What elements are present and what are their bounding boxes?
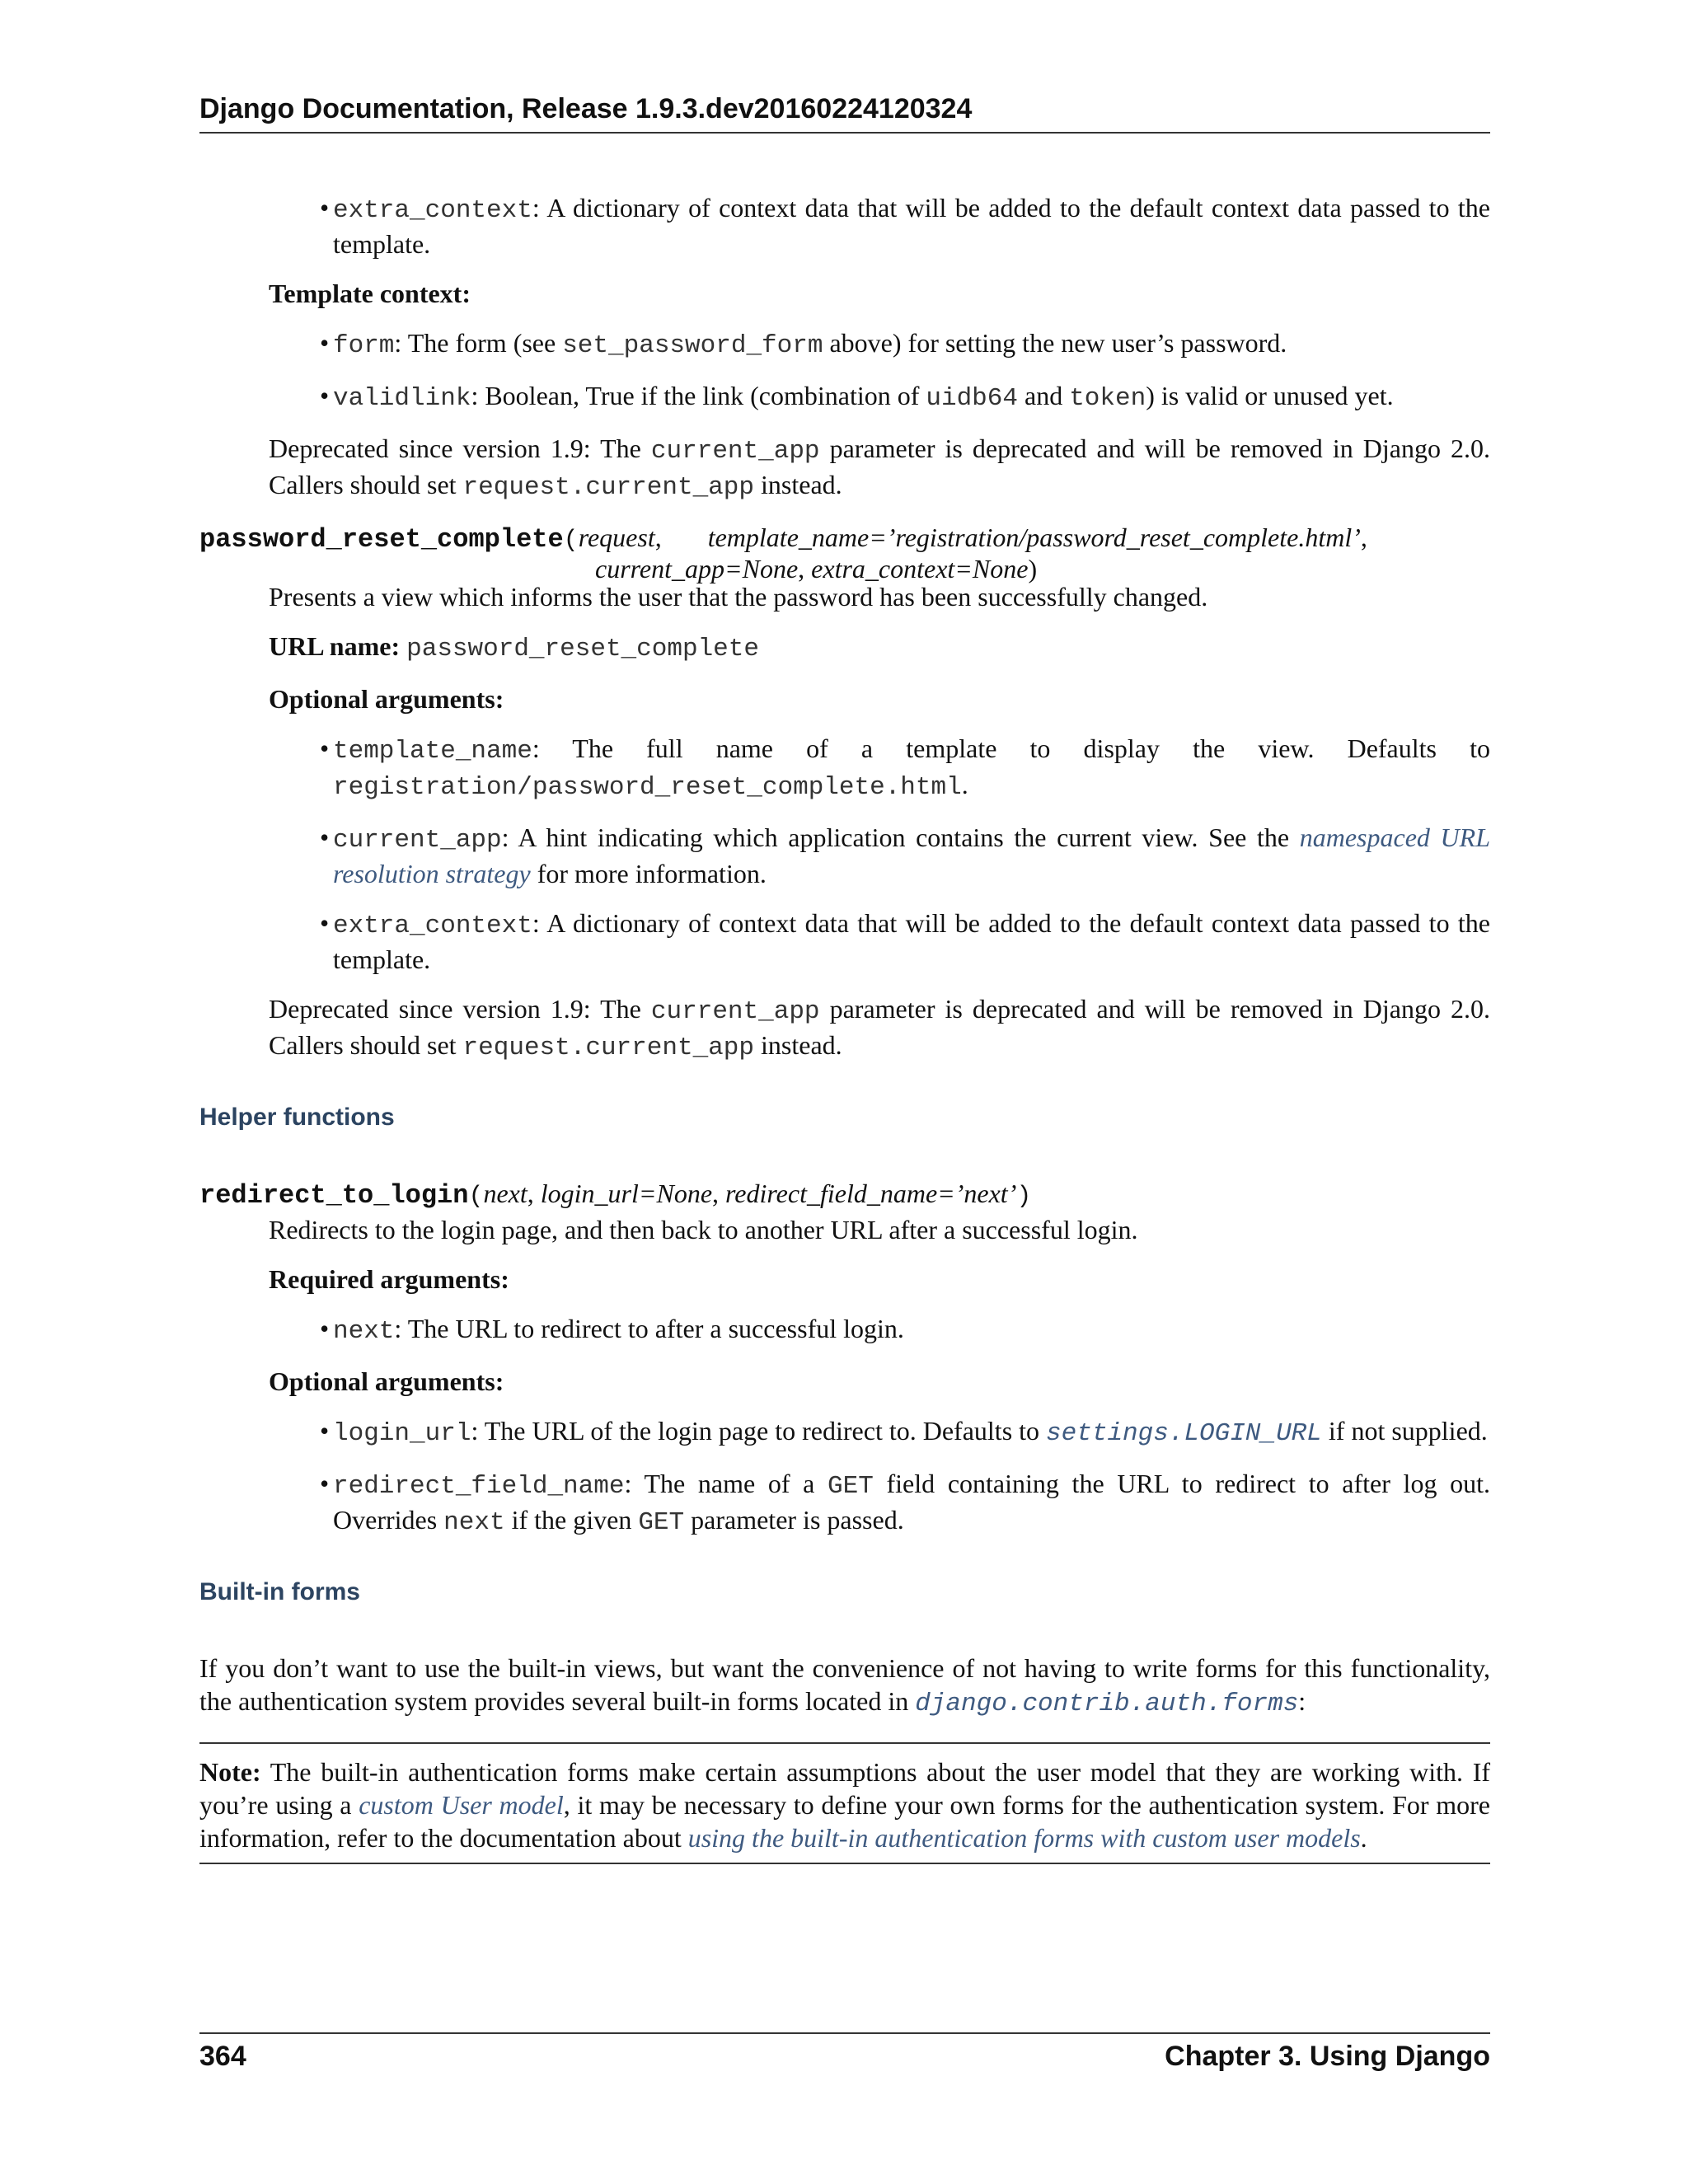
bullet: •: [320, 1314, 330, 1343]
list-item: [320, 191, 1490, 260]
namespaced-url-link[interactable]: namespaced URL resolution strategy: [333, 823, 1491, 888]
param-code: login_url: [333, 1419, 471, 1448]
paren-open: (: [563, 527, 579, 555]
paren-close: ): [1016, 1183, 1032, 1211]
note-box: [199, 1742, 1490, 1864]
bullet: •: [320, 381, 330, 410]
comma: ,: [527, 1179, 541, 1208]
list-item: [320, 732, 1490, 804]
function-signature: [199, 1177, 1490, 1213]
arg: template_name=’registration/password_reset_complete.html’: [707, 523, 1361, 552]
param-code: validlink: [333, 384, 471, 413]
forms-text: If you don’t want to use the built-in views, but want the convenience of not having to write forms for this functionality, the authentication system provides several built-in forms located in: [199, 1653, 1490, 1716]
bullet: •: [320, 733, 330, 763]
list-item: [320, 1312, 1490, 1348]
comma: ,: [798, 554, 812, 583]
inline-code: current_app: [650, 997, 820, 1026]
inline-code: set_password_form: [562, 331, 823, 360]
url-name-code: password_reset_complete: [406, 635, 759, 663]
forms-text: :: [1298, 1686, 1306, 1716]
document-title: Django Documentation, Release 1.9.3.dev20160224120324: [199, 93, 973, 124]
template-context-label: Template context:: [269, 279, 471, 308]
param-desc: : The URL of the login page to redirect to. Defaults to: [471, 1416, 1047, 1446]
param-desc: : A dictionary of context data that will be added to the default context data passed to the template.: [333, 908, 1490, 974]
param-code: extra_context: [333, 196, 532, 225]
list-item: [320, 1414, 1490, 1451]
list-item: [320, 907, 1490, 976]
arg: next: [483, 1179, 528, 1208]
note-label: Note:: [199, 1757, 261, 1787]
bullet: •: [320, 1469, 330, 1498]
bullet: •: [320, 908, 330, 938]
url-name-label: URL name:: [269, 631, 401, 661]
list-item: [320, 379, 1490, 415]
param-desc: if the given: [504, 1505, 639, 1535]
chapter-title: Chapter 3. Using Django: [1165, 2041, 1490, 2072]
deprecation-text: parameter is deprecated and will be removed in Django 2.0. Callers should set: [269, 434, 1491, 499]
deprecation-note: [269, 432, 1490, 504]
custom-user-model-link[interactable]: custom User model: [359, 1790, 564, 1820]
deprecation-note: [269, 992, 1490, 1065]
header-rule: [199, 132, 1490, 134]
param-desc: if not supplied.: [1321, 1416, 1488, 1446]
param-desc: and: [1018, 381, 1070, 410]
paren-open: (: [468, 1183, 484, 1211]
inline-code: request.current_app: [462, 1033, 754, 1062]
arg: request: [578, 523, 655, 552]
deprecation-text: Deprecated since version 1.9: The: [269, 434, 651, 463]
inline-code: GET: [828, 1472, 874, 1501]
deprecation-text: parameter is deprecated and will be removed in Django 2.0. Callers should set: [269, 994, 1491, 1060]
section-heading-helper-functions: Helper functions: [199, 1104, 395, 1131]
auth-forms-link[interactable]: django.contrib.auth.forms: [915, 1690, 1299, 1718]
param-code: redirect_field_name: [333, 1472, 625, 1501]
inline-code: request.current_app: [462, 473, 754, 502]
forms-paragraph: [199, 1652, 1490, 1721]
bullet: •: [320, 193, 330, 223]
optional-arguments-label: Optional arguments:: [269, 1366, 504, 1396]
param-desc: field containing the URL to redirect to after log out. Overrides: [333, 1469, 1491, 1535]
function-name: password_reset_complete: [199, 524, 564, 555]
bullet: •: [320, 823, 330, 852]
param-desc: : The full name of a template to display the view. Defaults to: [532, 733, 1490, 763]
list-item: [320, 326, 1490, 363]
param-desc: above) for setting the new user’s password.: [823, 328, 1287, 358]
comma: ,: [1360, 523, 1367, 552]
function-description: Redirects to the login page, and then back to another URL after a successful login.: [269, 1215, 1138, 1244]
param-desc: parameter is passed.: [684, 1505, 904, 1535]
param-code: template_name: [333, 737, 532, 766]
param-desc: : The name of a: [624, 1469, 828, 1498]
arg: current_app=None: [595, 554, 799, 583]
param-desc: .: [961, 770, 968, 799]
arg: redirect_field_name=’next’: [725, 1179, 1017, 1208]
note-text: The built-in authentication forms make certain assumptions about the user model that they are working with. If you’re using a: [199, 1757, 1490, 1820]
deprecation-text: Deprecated since version 1.9: The: [269, 994, 651, 1024]
param-desc: : The form (see: [394, 328, 563, 358]
inline-code: current_app: [650, 437, 820, 466]
note-text: .: [1360, 1823, 1367, 1853]
page-header: [199, 89, 1490, 134]
inline-code: registration/password_reset_complete.html: [333, 773, 962, 802]
bullet: •: [320, 1416, 330, 1446]
bullet: •: [320, 328, 330, 358]
list-item: [320, 821, 1491, 890]
arg: extra_context=None: [811, 554, 1029, 583]
param-code: current_app: [333, 826, 502, 855]
required-arguments-label: Required arguments:: [269, 1264, 509, 1294]
param-code: next: [333, 1317, 395, 1346]
comma: ,: [712, 1179, 726, 1208]
param-desc: : The URL to redirect to after a successful login.: [394, 1314, 904, 1343]
param-code: extra_context: [333, 912, 532, 940]
function-description: Presents a view which informs the user that the password has been successfully changed.: [269, 582, 1208, 612]
note-text: , it may be necessary to define your own forms for the authentication system. For more information, refer to the documentation about: [199, 1790, 1490, 1853]
page-number: 364: [199, 2041, 246, 2072]
param-desc: : A hint indicating which application contains the current view. See the: [501, 823, 1300, 852]
paren-close: ): [1028, 554, 1038, 583]
comma: ,: [654, 523, 668, 552]
settings-login-url-link[interactable]: settings.LOGIN_URL: [1046, 1419, 1322, 1448]
inline-code: uidb64: [926, 384, 1018, 413]
param-desc: : Boolean, True if the link (combination of: [471, 381, 926, 410]
footer-rule: [199, 2032, 1490, 2034]
list-item: [320, 1467, 1491, 1540]
arg: login_url=None: [540, 1179, 713, 1208]
inline-code: next: [443, 1508, 505, 1537]
function-name: redirect_to_login: [199, 1180, 469, 1211]
param-desc: : A dictionary of context data that will be added to the default context data passed to the template.: [333, 193, 1490, 259]
page-footer: [199, 2032, 1490, 2073]
deprecation-text: instead.: [754, 470, 842, 499]
param-code: form: [333, 331, 395, 360]
custom-user-forms-link[interactable]: using the built-in authentication forms with custom user models: [687, 1823, 1361, 1853]
inline-code: GET: [638, 1508, 685, 1537]
deprecation-text: instead.: [754, 1030, 842, 1060]
main-content: [199, 191, 1490, 1864]
url-name: [269, 630, 1490, 666]
param-desc: for more information.: [530, 859, 767, 888]
param-desc: ) is valid or unused yet.: [1146, 381, 1394, 410]
optional-arguments-label: Optional arguments:: [269, 684, 504, 714]
inline-code: token: [1069, 384, 1146, 413]
section-heading-built-in-forms: Built-in forms: [199, 1578, 360, 1605]
